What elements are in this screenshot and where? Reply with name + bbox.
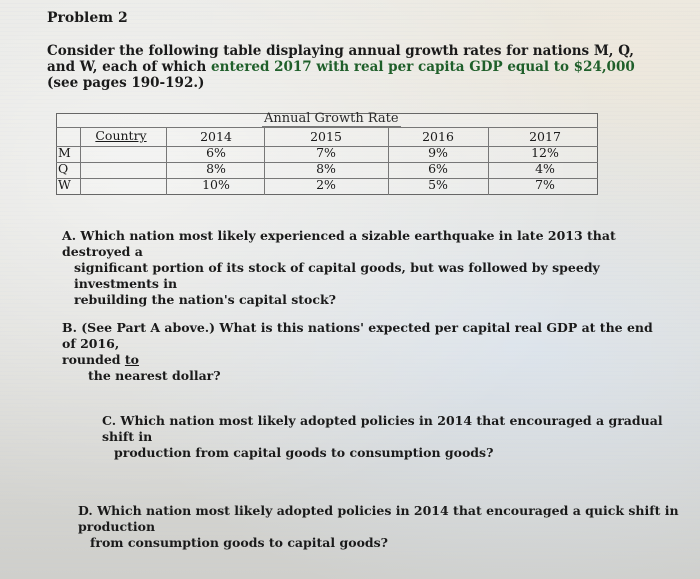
question-b-line <box>62 352 662 368</box>
country-q: Q <box>58 161 69 176</box>
cell-w-2014: 10% <box>202 177 230 192</box>
year-2016: 2016 <box>422 129 454 144</box>
country-col <box>58 145 76 193</box>
intro-text-1: Consider the following table displaying annual growth rates for nations M, Q, and W, each of which <box>47 43 634 75</box>
question-b <box>62 320 662 384</box>
question-c <box>102 413 672 461</box>
year-2014: 2014 <box>200 129 232 144</box>
question-b-line: the nearest dollar? <box>88 368 221 383</box>
col-2014 <box>186 129 246 193</box>
table-col-rule <box>264 127 265 195</box>
year-2017: 2017 <box>529 129 561 144</box>
country-w: W <box>58 177 71 192</box>
country-header: Country <box>95 128 147 143</box>
question-c-line: production from capital goods to consumption goods? <box>114 445 494 460</box>
problem-title: Problem 2 <box>47 10 128 26</box>
question-a-line: A. Which nation most likely experienced a sizable earthquake in late 2013 that destroyed a <box>62 228 616 259</box>
question-c-line: C. Which nation most likely adopted policies in 2014 that encouraged a gradual shift in <box>102 413 663 444</box>
cell-m-2016: 9% <box>428 145 448 160</box>
col-2016 <box>408 129 468 193</box>
cell-q-2014: 8% <box>206 161 226 176</box>
cell-w-2017: 7% <box>535 177 555 192</box>
cell-q-2016: 6% <box>428 161 448 176</box>
cell-m-2017: 12% <box>531 145 559 160</box>
cell-q-2017: 4% <box>535 161 555 176</box>
intro-text-2: (see pages 190-192.) <box>47 75 205 91</box>
question-d-line: D. Which nation most likely adopted policies in 2014 that encouraged a quick shift in production <box>78 503 679 534</box>
question-a-line: rebuilding the nation's capital stock? <box>74 292 336 307</box>
question-b-text: rounded <box>62 352 125 367</box>
table-col-rule <box>166 127 167 195</box>
cell-w-2015: 2% <box>316 177 336 192</box>
table-col-rule <box>488 127 489 195</box>
cell-q-2015: 8% <box>316 161 336 176</box>
question-b-underlined: to <box>124 352 140 367</box>
country-m: M <box>58 145 71 160</box>
intro-highlight: entered 2017 with real per capita GDP equal to $24,000 <box>211 59 635 75</box>
intro-paragraph <box>47 43 647 91</box>
question-a-line: significant portion of its stock of capital goods, but was followed by speedy investments in <box>74 260 600 291</box>
cell-w-2016: 5% <box>428 177 448 192</box>
question-b-line: B. (See Part A above.) What is this nations' expected per capital real GDP at the end of 2016, <box>62 320 653 351</box>
cell-m-2015: 7% <box>316 145 336 160</box>
annual-growth-rate-header: Annual Growth Rate <box>264 111 399 126</box>
year-2015: 2015 <box>310 129 342 144</box>
col-2017 <box>514 129 576 193</box>
table-col-rule <box>388 127 389 195</box>
cell-m-2014: 6% <box>206 145 226 160</box>
question-d <box>78 503 688 551</box>
question-d-line: from consumption goods to capital goods? <box>90 535 389 550</box>
question-a <box>62 228 662 308</box>
growth-rate-table <box>56 113 598 195</box>
col-2015 <box>296 129 356 193</box>
